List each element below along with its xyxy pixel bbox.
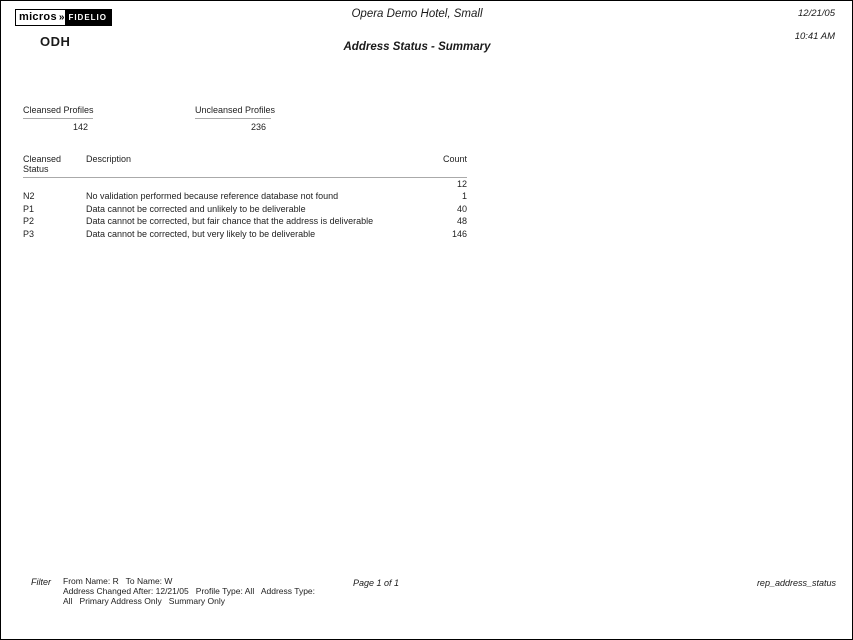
cell-description: No validation performed because reference database not found (86, 191, 339, 202)
column-header-status: Cleansed Status (23, 154, 62, 174)
filter-line-options: All Primary Address Only Summary Only (63, 595, 226, 606)
table-row (23, 190, 467, 202)
cell-status: P2 (23, 216, 35, 227)
cell-description: Data cannot be corrected and unlikely to be deliverable (86, 203, 306, 214)
report-title: Address Status - Summary (343, 41, 491, 53)
uncleansed-profiles-summary (195, 105, 276, 132)
table-row (23, 215, 467, 227)
logo-fidelio-text: FIDELIO (65, 10, 111, 25)
cell-count: 48 (456, 216, 467, 227)
logo-arrow-icon: » (58, 12, 65, 23)
filter-line-types: Address Changed After: 12/21/05 Profile Type: All Address Type: (63, 585, 316, 596)
filter-line-names: From Name: R To Name: W (63, 576, 173, 586)
table-header-row (23, 154, 467, 178)
cell-status: P3 (23, 228, 35, 239)
page-number: Page 1 of 1 (353, 578, 400, 588)
table-body (23, 178, 467, 240)
cleansed-profiles-summary (23, 105, 93, 132)
table-row (23, 178, 467, 190)
table-row (23, 203, 467, 215)
run-date: 12/21/05 (798, 8, 835, 19)
uncleansed-profiles-label: Uncleansed Profiles (195, 105, 271, 119)
status-table (23, 154, 467, 240)
column-header-description: Description (86, 154, 132, 164)
filter-label: Filter (31, 577, 51, 587)
cell-count: 12 (456, 179, 467, 189)
cell-description: Data cannot be corrected, but very likely to be deliverable (86, 228, 316, 239)
cleansed-profiles-label: Cleansed Profiles (23, 105, 93, 119)
column-header-count: Count (442, 154, 467, 164)
cell-status: N2 (23, 191, 35, 202)
cell-status: P1 (23, 203, 35, 214)
cell-description: Data cannot be corrected, but fair chance that the address is deliverable (86, 216, 374, 227)
cell-count: 40 (456, 203, 467, 214)
filter-criteria (63, 577, 315, 606)
report-file-name: rep_address_status (756, 578, 836, 588)
run-time: 10:41 AM (794, 31, 835, 42)
hotel-name: Opera Demo Hotel, Small (351, 8, 483, 20)
table-row (23, 228, 467, 240)
cell-count: 1 (461, 191, 467, 202)
uncleansed-profiles-value: 236 (250, 122, 266, 132)
cleansed-profiles-value: 142 (72, 122, 88, 132)
cell-description (86, 178, 407, 190)
cell-count: 146 (451, 228, 467, 239)
cell-status (23, 178, 86, 190)
hotel-code: ODH (40, 34, 71, 49)
logo-micros-text: micros (16, 10, 58, 25)
